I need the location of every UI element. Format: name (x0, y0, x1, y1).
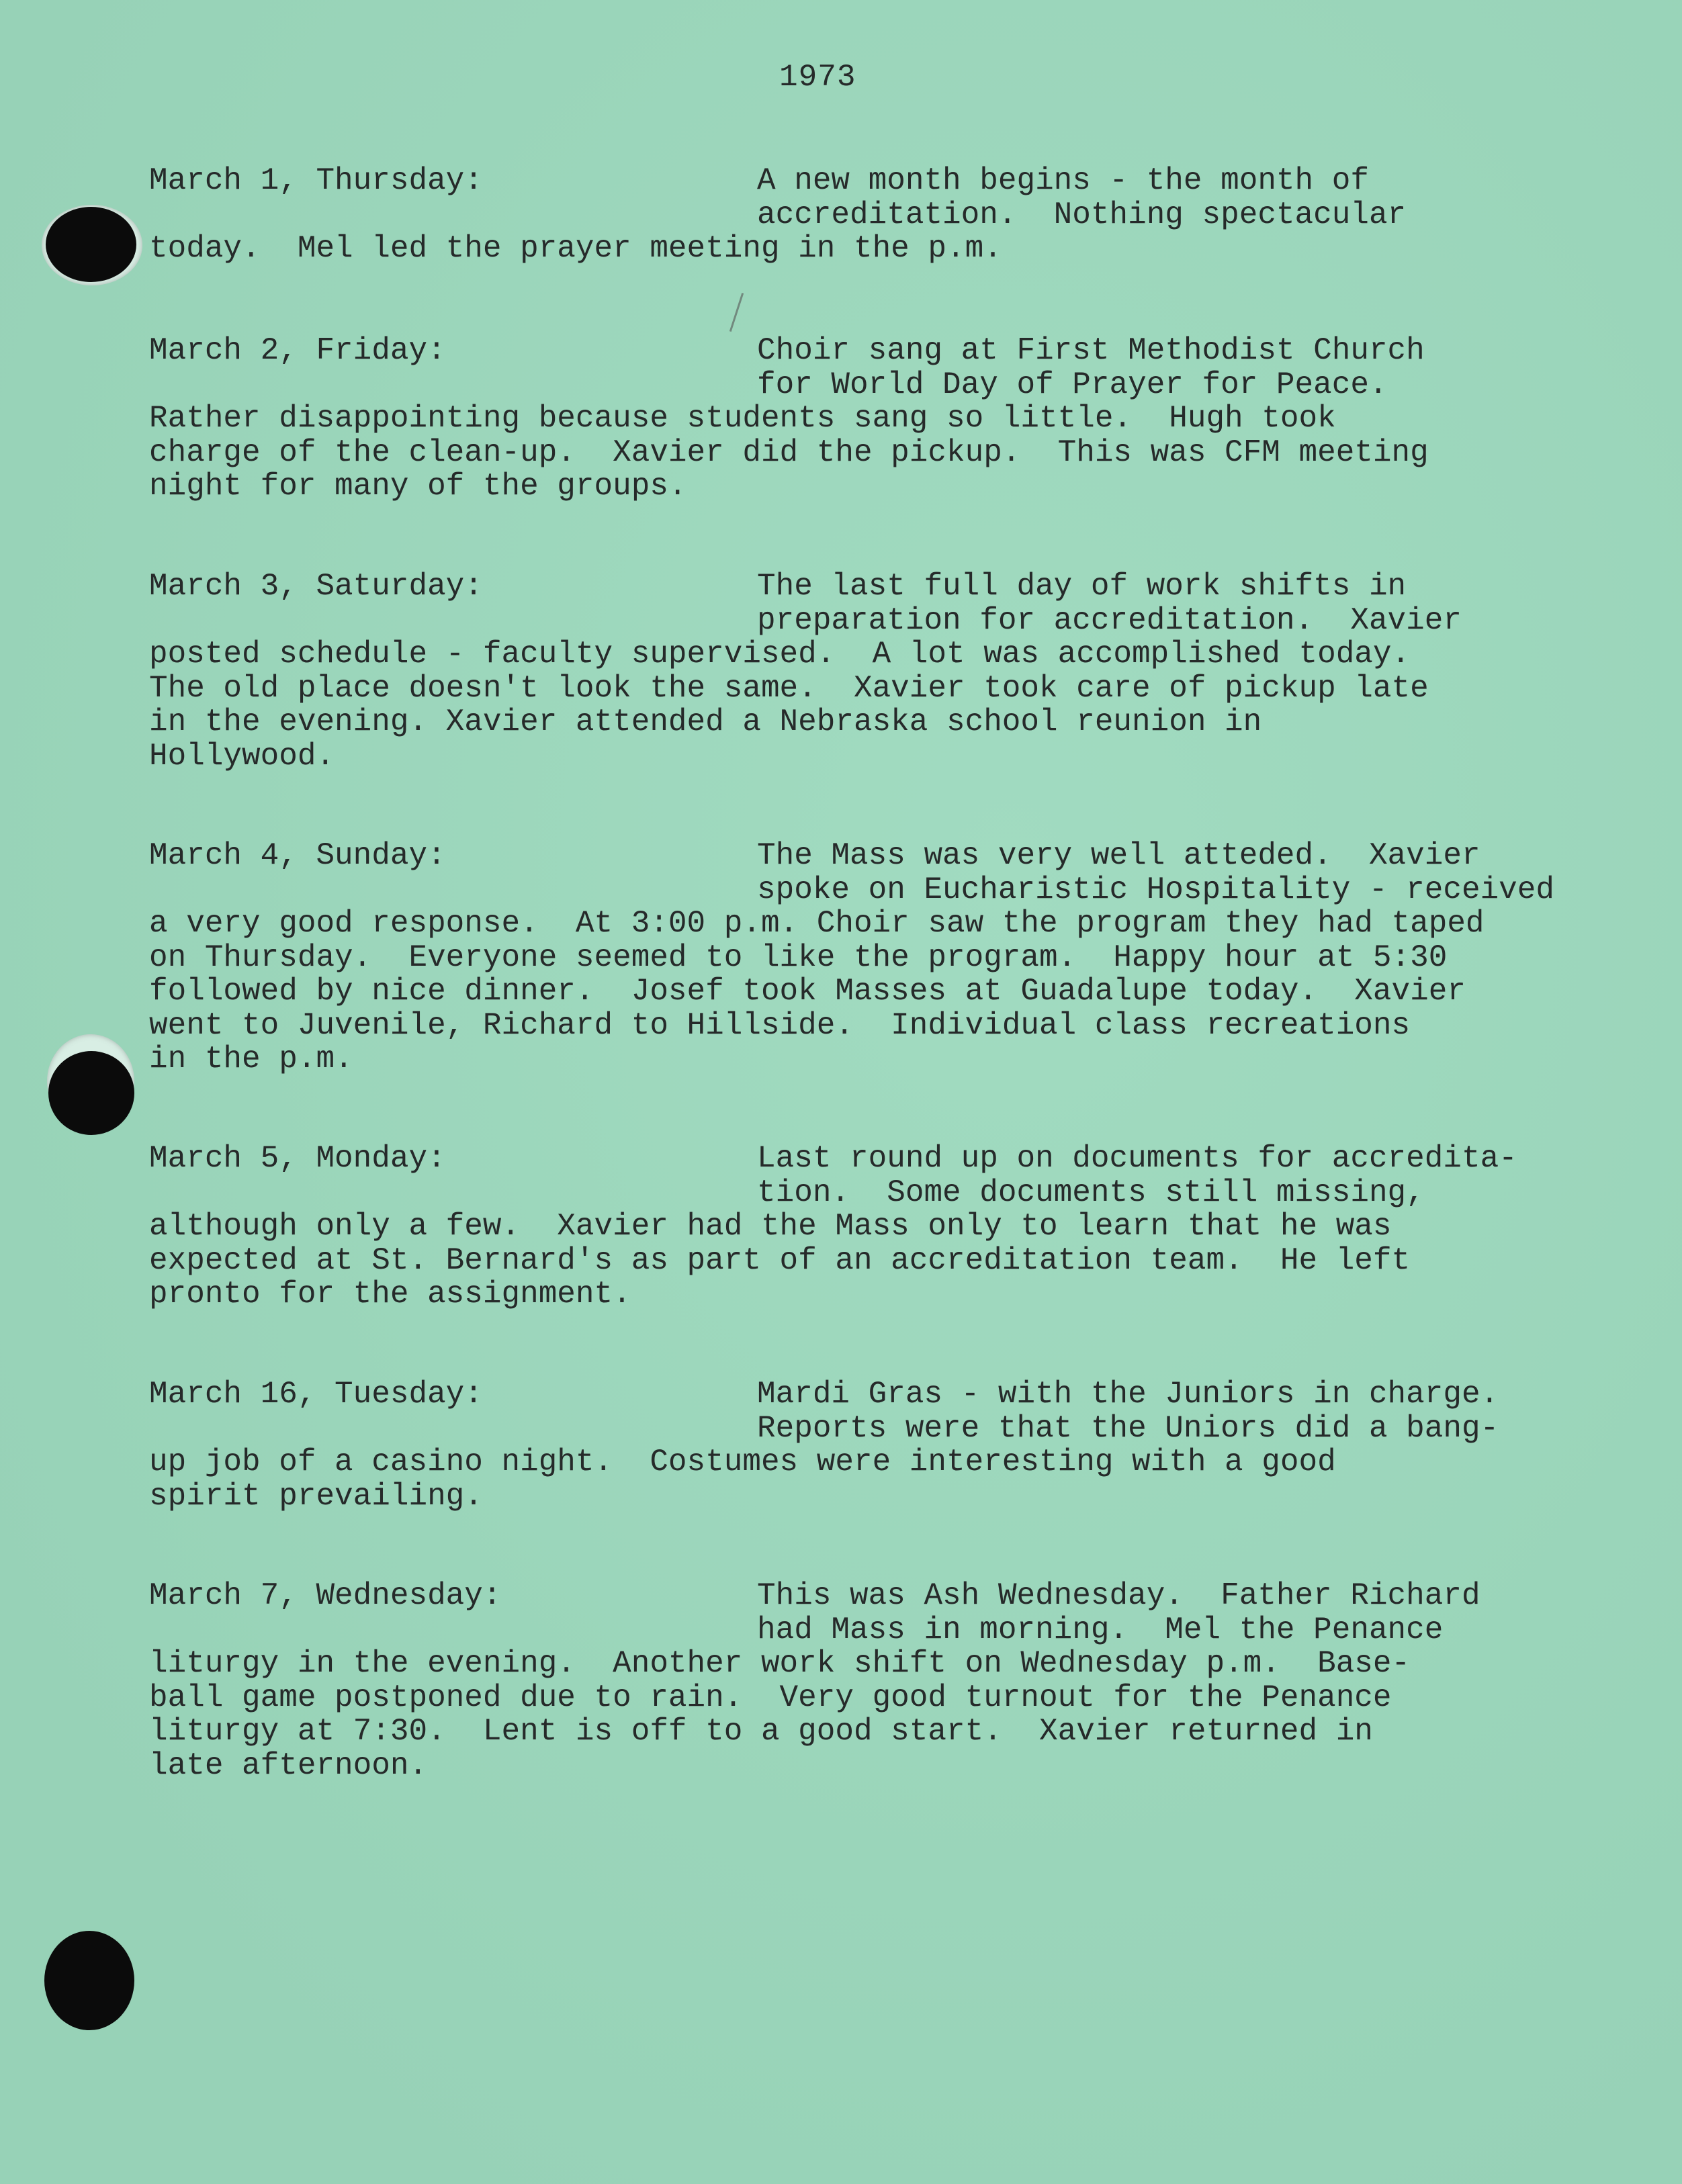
entry-line: liturgy in the evening. Another work shift on Wednesday p.m. Base- (149, 1646, 1411, 1681)
entry-line: on Thursday. Everyone seemed to like the program. Happy hour at 5:30 (149, 940, 1448, 975)
entry-line: accreditation. Nothing spectacular (757, 197, 1407, 232)
entry-line: expected at St. Bernard's as part of an accreditation team. He left (149, 1242, 1411, 1278)
entry-date: March 4, Sunday: (149, 838, 446, 873)
entry-line: Choir sang at First Methodist Church (757, 333, 1425, 368)
diary-entry-march-7 (149, 1579, 1647, 1782)
diary-entry-march-2 (149, 334, 1647, 504)
entry-line: spoke on Eucharistic Hospitality - received (757, 872, 1554, 907)
entry-date: March 5, Monday: (149, 1141, 446, 1176)
entry-line: today. Mel led the prayer meeting in the p.m. (149, 231, 1002, 266)
entry-line: spirit prevailing. (149, 1478, 483, 1514)
entry-line: Rather disappointing because students sang so little. Hugh took (149, 401, 1336, 436)
entry-line: liturgy at 7:30. Lent is off to a good start. Xavier returned in (149, 1714, 1373, 1749)
entry-date: March 2, Friday: (149, 333, 446, 368)
page-year: 1973 (779, 60, 856, 95)
entry-line: Hollywood. (149, 738, 335, 774)
punch-hole-top (46, 207, 136, 282)
entry-line: in the evening. Xavier attended a Nebraska school reunion in (149, 704, 1262, 739)
entry-date: March 3, Saturday: (149, 569, 483, 604)
entry-line: followed by nice dinner. Josef took Masses at Guadalupe today. Xavier (149, 974, 1466, 1009)
diary-entry-march-3 (149, 570, 1647, 773)
entry-line: in the p.m. (149, 1042, 353, 1077)
entry-line: tion. Some documents still missing, (757, 1175, 1425, 1210)
punch-hole-middle (48, 1051, 134, 1135)
pencil-mark (729, 293, 744, 332)
entry-line: pronto for the assignment. (149, 1277, 631, 1312)
entry-line: The old place doesn't look the same. Xavier took care of pickup late (149, 670, 1429, 706)
entry-line: The last full day of work shifts in (757, 569, 1407, 604)
entry-line: ball game postponed due to rain. Very good turnout for the Penance (149, 1680, 1392, 1715)
diary-entry-march-4 (149, 839, 1647, 1077)
entry-line: had Mass in morning. Mel the Penance (757, 1612, 1444, 1647)
entry-line: The Mass was very well atteded. Xavier (757, 838, 1480, 873)
entry-line: Mardi Gras - with the Juniors in charge. (757, 1377, 1499, 1412)
entry-line: up job of a casino night. Costumes were interesting with a good (149, 1445, 1336, 1480)
entry-line: went to Juvenile, Richard to Hillside. Individual class recreations (149, 1007, 1411, 1043)
entry-line: preparation for accreditation. Xavier (757, 602, 1462, 638)
entry-line: late afternoon. (149, 1747, 428, 1783)
entry-date: March 1, Thursday: (149, 163, 483, 198)
entry-date: March 16, Tuesday: (149, 1377, 483, 1412)
punch-hole-bottom (44, 1931, 134, 2030)
entry-line: This was Ash Wednesday. Father Richard (757, 1578, 1480, 1613)
entry-line: charge of the clean-up. Xavier did the pickup. This was CFM meeting (149, 435, 1429, 470)
entry-date: March 7, Wednesday: (149, 1578, 502, 1613)
entry-line: a very good response. At 3:00 p.m. Choir saw the program they had taped (149, 906, 1485, 941)
entry-line: although only a few. Xavier had the Mass only to learn that he was (149, 1209, 1392, 1244)
entry-line: Reports were that the Uniors did a bang- (757, 1410, 1499, 1446)
diary-entry-march-5 (149, 1142, 1647, 1312)
entry-line: Last round up on documents for accredita- (757, 1141, 1517, 1176)
entry-line: posted schedule - faculty supervised. A lot was accomplished today. (149, 637, 1411, 672)
entry-line: A new month begins - the month of (757, 163, 1369, 198)
entry-line: for World Day of Prayer for Peace. (757, 367, 1388, 402)
diary-entry-march-16 (149, 1377, 1647, 1513)
diary-entry-march-1 (149, 164, 1647, 266)
entry-line: night for many of the groups. (149, 469, 687, 504)
